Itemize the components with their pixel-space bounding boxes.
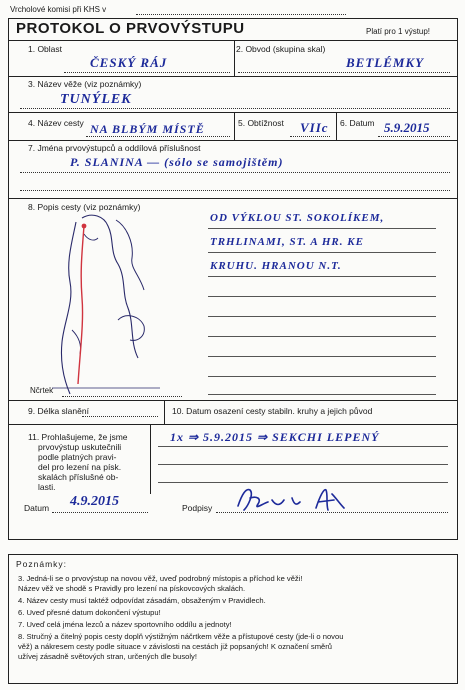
note-line: Název věž ve shodě s Pravidly pro lezení na pískovcových skalách. <box>18 584 246 593</box>
field-2-label: 2. Obvod (skupina skal) <box>236 44 326 54</box>
field-7-line-2 <box>20 190 450 191</box>
description-rule-3 <box>208 276 436 277</box>
field-6-label: 6. Datum <box>340 118 375 128</box>
statement-line-2: prvovýstup uskutečnili <box>38 442 122 452</box>
statement-line-5: skalách příslušné ob- <box>38 472 119 482</box>
field-7-label: 7. Jména prvovýstupců a oddílová příslušnost <box>28 143 201 153</box>
field-4-value: NA BLBÝM MÍSTĚ <box>90 122 205 136</box>
statement-line-4: del pro lezení na písk. <box>38 462 122 472</box>
row4-bottom <box>8 140 458 141</box>
note-line: 4. Název cesty musí taktéž odpovídat zásadám, obsaženým v Pravidlech. <box>18 596 266 605</box>
date-value: 4.9.2015 <box>70 494 119 509</box>
row8-bottom <box>8 400 458 401</box>
field-1-label: 1. Oblast <box>28 44 63 54</box>
field-9-line <box>82 416 158 417</box>
row4-divider-b <box>336 112 337 140</box>
note-line: věž) a nákresem cesty podle situace v závislosti na cestách již popsaných! K označení směrů <box>18 642 333 651</box>
row1-divider <box>234 40 235 76</box>
field-7-value: P. SLANINA — (sólo se samojištěm) <box>70 155 284 169</box>
field-5-value: VIIc <box>300 120 329 135</box>
note-line: 6. Uveď přesné datum dokončení výstupu! <box>18 608 161 617</box>
description-line-3: KRUHU. HRANOU N.T. <box>210 260 342 272</box>
field-10-rule-1 <box>158 446 448 447</box>
description-rule-9 <box>208 394 436 395</box>
description-rule-1 <box>208 228 436 229</box>
field-1-value: ČESKÝ RÁJ <box>90 55 168 70</box>
row9-divider <box>164 400 165 424</box>
field-10-rule-3 <box>158 482 448 483</box>
field-1-line <box>64 72 230 73</box>
field-4-label: 4. Název cesty <box>28 118 84 128</box>
date-line <box>52 512 148 513</box>
row7-bottom <box>8 198 458 199</box>
sign-label: Podpisy <box>182 503 213 513</box>
sketch-label: Nčrtek <box>30 386 54 395</box>
field-8-label: 8. Popis cesty (viz poznámky) <box>28 202 141 212</box>
statement-line-6: lasti. <box>38 482 56 492</box>
field-10-rule-2 <box>158 464 448 465</box>
note-line: 8. Stručný a čitelný popis cesty doplň výstižným náčrtkem věže a přístupové cesty (jde-li o novou <box>18 632 344 641</box>
signature-image <box>232 484 362 514</box>
field-2-value: BETLÉMKY <box>346 55 425 70</box>
title-divider <box>8 40 458 41</box>
copy-note: Platí pro 1 výstup! <box>366 27 431 36</box>
sketch-baseline <box>62 396 182 397</box>
row4-divider-a <box>234 112 235 140</box>
description-rule-2 <box>208 252 436 253</box>
description-line-2: TRHLINAMI, ST. A HR. KE <box>210 236 364 248</box>
form-title: PROTOKOL O PRVOVÝSTUPU <box>16 20 245 37</box>
notes-title: Poznámky: <box>16 559 68 569</box>
row11-divider <box>150 424 151 494</box>
field-5-line <box>290 136 330 137</box>
field-9-label: 9. Délka slanění <box>28 406 89 416</box>
note-line: užívej zásadně světových stran, určených dle busoly! <box>18 652 197 661</box>
note-line: 3. Jedná-li se o prvovýstup na novou věž, uveď podrobný místopis a příchod ke věži! <box>18 574 303 583</box>
description-rule-4 <box>208 296 436 297</box>
field-3-value: TUNÝLEK <box>60 92 132 107</box>
field-7-line-1 <box>20 172 450 173</box>
description-rule-5 <box>208 316 436 317</box>
row1-bottom <box>8 76 458 77</box>
note-line: 7. Uveď celá jména lezců a název sportovního oddílu a jednoty! <box>18 620 232 629</box>
field-6-value: 5.9.2015 <box>384 120 430 135</box>
description-rule-6 <box>208 336 436 337</box>
field-10-value: 1x ⇒ 5.9.2015 ⇒ SEKCHI LEPENÝ <box>170 430 380 444</box>
field-5-label: 5. Obtížnost <box>238 118 284 128</box>
row3-bottom <box>8 112 458 113</box>
field-11-statement <box>28 432 128 492</box>
row9-bottom <box>8 424 458 425</box>
statement-line-1: 11. Prohlašujeme, že jsme <box>28 432 128 442</box>
field-6-line <box>378 136 450 137</box>
field-10-label: 10. Datum osazení cesty stabiln. kruhy a jejich původ <box>172 406 373 416</box>
description-line-1: OD VÝKLOU ST. SOKOLÍKEM, <box>210 212 385 224</box>
statement-line-3: podle platných pravi- <box>38 452 117 462</box>
field-2-line <box>238 72 450 73</box>
description-rule-7 <box>208 356 436 357</box>
org-dotline <box>136 14 346 15</box>
description-rule-8 <box>208 376 436 377</box>
route-sketch <box>48 212 166 398</box>
date-label: Datum <box>24 503 50 513</box>
field-3-label: 3. Název věže (viz poznámky) <box>28 79 142 89</box>
field-4-line <box>86 136 230 137</box>
field-3-line <box>20 108 450 109</box>
org-line: Vrcholové komisi při KHS v <box>10 5 107 14</box>
